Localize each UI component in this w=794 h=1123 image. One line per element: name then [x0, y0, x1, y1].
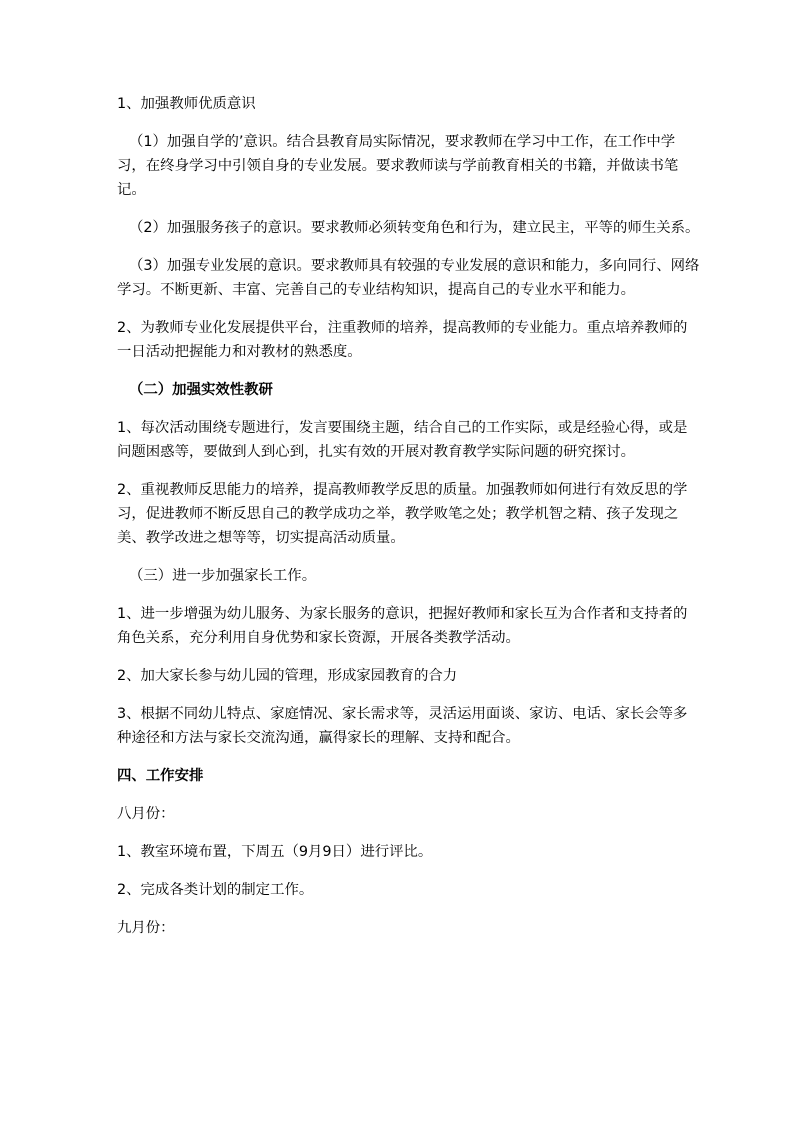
paragraph: （3）加强专业发展的意识。要求教师具有较强的专业发展的意识和能力，多向同行、网络学习。不断更新、丰富、完善自己的专业结构知识，提高自己的专业水平和能力。 — [117, 258, 700, 298]
paragraph: 3、根据不同幼儿特点、家庭情况、家长需求等，灵活运用面谈、家访、电话、家长会等多种途径和方法与家长交流沟通，赢得家长的理解、支持和配合。 — [117, 706, 688, 746]
section-heading: （二）加强实效性教研 — [129, 382, 273, 398]
paragraph: （2）加强服务孩子的意识。要求教师必须转变角色和行为，建立民主，平等的师生关系。 — [129, 220, 700, 236]
section-heading: 四、工作安排 — [117, 768, 204, 784]
paragraph: 1、进一步增强为幼儿服务、为家长服务的意识，把握好教师和家长互为合作者和支持者的角色关系，充分利用自身优势和家长资源，开展各类教学活动。 — [117, 606, 688, 646]
paragraph: 2、重视教师反思能力的培养，提高教师教学反思的质量。加强教师如何进行有效反思的学习，促进教师不断反思自己的教学成功之举，教学败笔之处；教学机智之精、孩子发现之美、教学改进之想等等，切实提高活动质量。 — [117, 482, 688, 546]
paragraph: （1）加强自学的’意识。结合县教育局实际情况，要求教师在学习中工作，在工作中学习，在终身学习中引领自身的专业发展。要求教师读与学前教育相关的书籍，并做读书笔记。 — [117, 134, 679, 198]
paragraph: 1、教室环境布置，下周五（9月9日）进行评比。 — [117, 844, 433, 860]
paragraph: 1、每次活动围绕专题进行，发言要围绕主题，结合自己的工作实际，或是经验心得，或是问题困惑等，要做到人到心到，扎实有效的开展对教育教学实际问题的研究探讨。 — [117, 420, 688, 460]
paragraph: 2、加大家长参与幼儿园的管理，形成家园教育的合力 — [117, 668, 458, 684]
paragraph: 2、为教师专业化发展提供平台，注重教师的培养，提高教师的专业能力。重点培养教师的一日活动把握能力和对教材的熟悉度。 — [117, 320, 688, 360]
paragraph: 九月份： — [117, 920, 175, 936]
paragraph: 2、完成各类计划的制定工作。 — [117, 882, 314, 898]
document-body — [117, 92, 700, 954]
paragraph: 八月份： — [117, 806, 175, 822]
paragraph: （三）进一步加强家长工作。 — [129, 568, 317, 584]
paragraph: 1、加强教师优质意识 — [117, 96, 256, 112]
